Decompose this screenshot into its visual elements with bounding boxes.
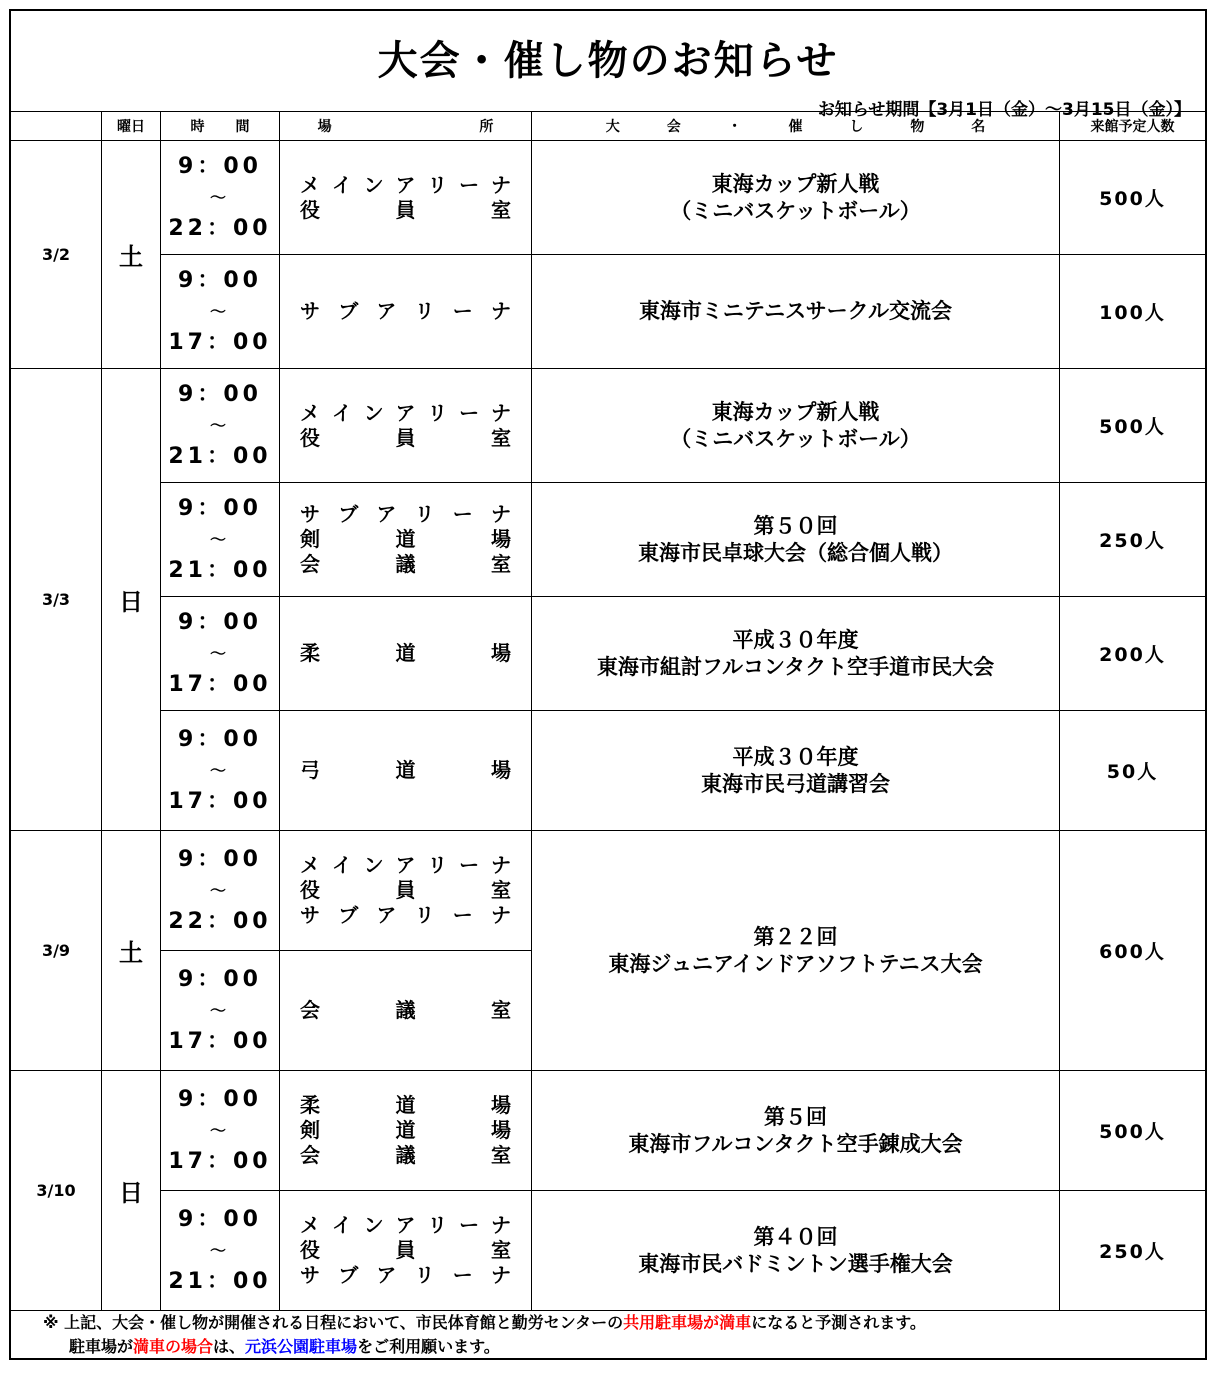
time-start: 9：00 — [178, 1207, 262, 1232]
place-line — [300, 878, 511, 903]
time-end: 17：00 — [168, 789, 272, 814]
place-char: イ — [331, 1213, 352, 1237]
header-event — [532, 111, 1060, 141]
time-tilde: ～ — [209, 530, 230, 549]
time-start: 9：00 — [178, 1087, 262, 1112]
place-char: 柔 — [300, 1093, 320, 1117]
event-line: 東海市民弓道講習会 — [701, 771, 890, 796]
place-cell — [280, 597, 532, 711]
place-char: 室 — [491, 998, 511, 1022]
place-cell — [280, 483, 532, 597]
note-text: は、 — [213, 1337, 246, 1356]
place-char: 剣 — [300, 527, 320, 551]
place-char: ブ — [338, 1263, 359, 1287]
place-cell — [280, 711, 532, 831]
place-line — [300, 1263, 511, 1288]
place-char: ナ — [490, 903, 511, 927]
event-line: 東海カップ新人戦 — [711, 399, 880, 424]
place-char: リ — [414, 903, 435, 927]
time-cell — [161, 1191, 280, 1311]
header-weekday: 曜日 — [102, 111, 161, 141]
place-char: ー — [459, 853, 480, 877]
place-char: 室 — [491, 197, 511, 222]
place-char: 場 — [491, 758, 511, 782]
place-cell — [280, 141, 532, 255]
place-char: 柔 — [300, 641, 320, 665]
time-start: 9：00 — [178, 727, 262, 752]
place-char: ナ — [490, 172, 511, 197]
place-char: ア — [395, 1213, 416, 1237]
time-tilde: ～ — [209, 1001, 230, 1020]
event-line: （ミニバスケットボール） — [670, 426, 921, 451]
place-cell — [280, 369, 532, 483]
count-cell: 200人 — [1060, 597, 1205, 711]
place-char: 場 — [491, 527, 511, 551]
count-cell: 100人 — [1060, 255, 1205, 369]
count-cell: 600人 — [1060, 831, 1205, 1071]
place-char: 員 — [395, 878, 416, 902]
count-cell: 500人 — [1060, 141, 1205, 255]
date-cell: 3/3 — [11, 369, 102, 831]
place-line — [300, 998, 511, 1023]
place-char: ア — [376, 299, 397, 323]
event-line: 第４０回 — [753, 1224, 838, 1249]
place-char: ー — [459, 1213, 480, 1237]
place-char: 員 — [395, 1238, 416, 1262]
event-cell — [532, 831, 1060, 1071]
place-cell — [280, 951, 532, 1071]
event-line: 東海市フルコンタクト空手錬成大会 — [628, 1131, 963, 1156]
event-cell — [532, 597, 1060, 711]
schedule-table — [11, 111, 1205, 1309]
place-char: リ — [427, 400, 448, 425]
time-cell — [161, 141, 280, 255]
place-char: ー — [459, 172, 480, 197]
event-cell — [532, 1071, 1060, 1191]
place-line — [300, 1143, 511, 1168]
parking-notes — [43, 1311, 926, 1359]
place-line — [300, 552, 511, 577]
place-char: 剣 — [300, 1118, 320, 1142]
time-cell — [161, 369, 280, 483]
event-line: 東海市ミニテニスサークル交流会 — [638, 299, 953, 323]
header-event-char: 会 — [666, 119, 681, 135]
time-start: 9：00 — [178, 496, 262, 521]
note-text: をご利用願います。 — [357, 1337, 500, 1356]
place-line — [300, 502, 511, 527]
event-cell — [532, 483, 1060, 597]
event-line: 第５回 — [764, 1104, 827, 1129]
place-char: 道 — [395, 1118, 416, 1142]
time-end: 22：00 — [168, 216, 272, 241]
place-char: メ — [300, 853, 320, 877]
time-start: 9：00 — [178, 610, 262, 635]
place-char: 会 — [300, 552, 320, 576]
place-char: リ — [427, 172, 448, 197]
note-highlight-red: 満車の場合 — [133, 1337, 214, 1356]
place-char: リ — [414, 502, 435, 526]
place-line — [300, 299, 511, 324]
place-char: ー — [459, 400, 480, 425]
weekday-cell: 土 — [102, 141, 161, 369]
place-char: メ — [300, 172, 320, 197]
place-char: ン — [363, 172, 384, 197]
place-char: ア — [395, 172, 416, 197]
time-end: 21：00 — [168, 1269, 272, 1294]
place-char: 役 — [300, 878, 320, 902]
time-tilde: ～ — [209, 881, 230, 900]
weekday-cell: 日 — [102, 1071, 161, 1311]
place-char: ナ — [490, 502, 511, 526]
place-char: ー — [452, 903, 473, 927]
header-event-char: し — [849, 119, 864, 135]
place-line — [300, 1093, 511, 1118]
header-time-char: 間 — [235, 119, 250, 135]
header-event-char: 催 — [788, 119, 803, 135]
place-char: リ — [427, 853, 448, 877]
note-text: 駐車場が — [69, 1337, 134, 1356]
time-tilde: ～ — [209, 188, 230, 207]
place-char: サ — [300, 299, 320, 323]
place-line — [300, 758, 511, 783]
count-cell: 500人 — [1060, 369, 1205, 483]
place-line — [300, 1238, 511, 1263]
event-line: 平成３０年度 — [732, 627, 859, 652]
time-tilde: ～ — [209, 1241, 230, 1260]
event-line: 東海市民卓球大会（総合個人戦） — [638, 540, 953, 565]
place-char: リ — [414, 299, 435, 323]
place-char: 役 — [300, 197, 320, 222]
place-cell — [280, 1071, 532, 1191]
place-char: 議 — [395, 1143, 416, 1167]
place-line — [300, 903, 511, 928]
place-char: リ — [427, 1213, 448, 1237]
notice-period: お知らせ期間【3月1日（金）～3月15日（金）】 — [817, 100, 1191, 120]
place-char: メ — [300, 400, 320, 425]
count-cell: 250人 — [1060, 1191, 1205, 1311]
event-line: 東海ジュニアインドアソフトテニス大会 — [608, 951, 983, 976]
place-char: ン — [363, 853, 384, 877]
note-highlight-blue: 元浜公園駐車場 — [245, 1337, 358, 1356]
place-char: 議 — [395, 998, 416, 1022]
header-place — [280, 111, 532, 141]
place-char: 室 — [491, 878, 511, 902]
place-char: サ — [300, 903, 320, 927]
place-char: 会 — [300, 998, 320, 1022]
date-cell: 3/10 — [11, 1071, 102, 1311]
place-char: 役 — [300, 1238, 320, 1262]
time-end: 21：00 — [168, 558, 272, 583]
time-start: 9：00 — [178, 154, 262, 179]
place-char: ブ — [338, 903, 359, 927]
place-char: 場 — [491, 641, 511, 665]
time-end: 17：00 — [168, 330, 272, 355]
place-char: ナ — [490, 299, 511, 323]
place-char: 道 — [395, 527, 416, 551]
time-tilde: ～ — [209, 416, 230, 435]
note-text: ※ 上記、大会・催し物が開催される日程において、市民体育館と勤労センターの — [43, 1313, 624, 1332]
place-line — [300, 401, 511, 426]
place-char: ン — [363, 1213, 384, 1237]
header-event-char: ・ — [727, 119, 742, 135]
place-char: 道 — [395, 1093, 416, 1117]
note-line — [43, 1335, 926, 1359]
event-line: 東海カップ新人戦 — [711, 171, 880, 196]
place-char: 道 — [395, 641, 416, 665]
place-char: ナ — [490, 400, 511, 425]
place-char: 場 — [491, 1118, 511, 1142]
place-char: ア — [376, 1263, 397, 1287]
place-line — [300, 173, 511, 198]
place-char: 室 — [491, 1143, 511, 1167]
time-end: 17：00 — [168, 672, 272, 697]
event-cell — [532, 369, 1060, 483]
place-char: ア — [376, 903, 397, 927]
header-count: 来館予定人数 — [1060, 111, 1205, 141]
time-end: 17：00 — [168, 1149, 272, 1174]
event-cell — [532, 255, 1060, 369]
time-cell — [161, 831, 280, 951]
place-char: サ — [300, 502, 320, 526]
time-start: 9：00 — [178, 382, 262, 407]
event-line: 平成３０年度 — [732, 744, 859, 769]
place-char: ア — [376, 502, 397, 526]
place-char: 弓 — [300, 758, 320, 782]
place-char: ブ — [338, 299, 359, 323]
place-char: 会 — [300, 1143, 320, 1167]
note-text: になると予測されます。 — [751, 1313, 926, 1332]
place-char: ブ — [338, 502, 359, 526]
event-cell — [532, 711, 1060, 831]
header-event-char: 物 — [910, 119, 925, 135]
place-char: 室 — [491, 552, 511, 576]
time-start: 9：00 — [178, 967, 262, 992]
time-cell — [161, 255, 280, 369]
place-char: イ — [331, 853, 352, 877]
time-cell — [161, 1071, 280, 1191]
place-char: ー — [452, 299, 473, 323]
notice-frame — [9, 9, 1207, 1360]
event-line: 第５０回 — [753, 513, 838, 538]
event-line: 東海市民バドミントン選手権大会 — [638, 1251, 953, 1276]
place-char: ー — [452, 502, 473, 526]
date-cell: 3/2 — [11, 141, 102, 369]
time-start: 9：00 — [178, 268, 262, 293]
place-char: ア — [395, 400, 416, 425]
place-line — [300, 853, 511, 878]
time-start: 9：00 — [178, 847, 262, 872]
place-char: ン — [363, 400, 384, 425]
header-place-char: 場 — [317, 119, 332, 135]
place-cell — [280, 1191, 532, 1311]
note-line — [43, 1311, 926, 1335]
count-cell: 500人 — [1060, 1071, 1205, 1191]
place-char: 室 — [491, 425, 511, 450]
place-cell — [280, 255, 532, 369]
place-char: ア — [395, 853, 416, 877]
header-blank — [11, 111, 102, 141]
note-highlight-red: 共用駐車場が満車 — [623, 1313, 752, 1332]
place-char: 場 — [491, 1093, 511, 1117]
place-char: ナ — [490, 853, 511, 877]
place-char: 員 — [395, 197, 416, 222]
place-cell — [280, 831, 532, 951]
place-char: イ — [331, 172, 352, 197]
time-cell — [161, 597, 280, 711]
place-char: イ — [331, 400, 352, 425]
time-tilde: ～ — [209, 644, 230, 663]
time-end: 17：00 — [168, 1029, 272, 1054]
time-cell — [161, 951, 280, 1071]
place-char: リ — [414, 1263, 435, 1287]
header-time-char: 時 — [190, 119, 205, 135]
place-char: 道 — [395, 758, 416, 782]
header-event-char: 大 — [605, 119, 620, 135]
weekday-cell: 日 — [102, 369, 161, 831]
place-char: サ — [300, 1263, 320, 1287]
place-line — [300, 426, 511, 451]
time-end: 21：00 — [168, 444, 272, 469]
event-cell — [532, 141, 1060, 255]
header-time — [161, 111, 280, 141]
time-cell — [161, 483, 280, 597]
place-char: ナ — [490, 1263, 511, 1287]
place-char: メ — [300, 1213, 320, 1237]
page-title: 大会・催し物のお知らせ — [377, 38, 839, 84]
count-cell: 50人 — [1060, 711, 1205, 831]
place-line — [300, 527, 511, 552]
time-tilde: ～ — [209, 302, 230, 321]
place-char: 員 — [395, 425, 416, 450]
count-cell: 250人 — [1060, 483, 1205, 597]
event-line: 東海市組討フルコンタクト空手道市民大会 — [596, 654, 995, 679]
time-end: 22：00 — [168, 909, 272, 934]
place-char: ー — [452, 1263, 473, 1287]
place-line — [300, 641, 511, 666]
header-event-char: 名 — [971, 119, 986, 135]
time-tilde: ～ — [209, 761, 230, 780]
place-char: 議 — [395, 552, 416, 576]
place-char: 室 — [491, 1238, 511, 1262]
event-line: （ミニバスケットボール） — [670, 198, 921, 223]
event-line: 第２２回 — [753, 924, 838, 949]
date-cell: 3/9 — [11, 831, 102, 1071]
place-line — [300, 1213, 511, 1238]
place-char: 役 — [300, 425, 320, 450]
event-cell — [532, 1191, 1060, 1311]
place-char: ナ — [490, 1213, 511, 1237]
header-place-char: 所 — [479, 119, 494, 135]
time-tilde: ～ — [209, 1121, 230, 1140]
place-line — [300, 1118, 511, 1143]
weekday-cell: 土 — [102, 831, 161, 1071]
time-cell — [161, 711, 280, 831]
place-line — [300, 198, 511, 223]
